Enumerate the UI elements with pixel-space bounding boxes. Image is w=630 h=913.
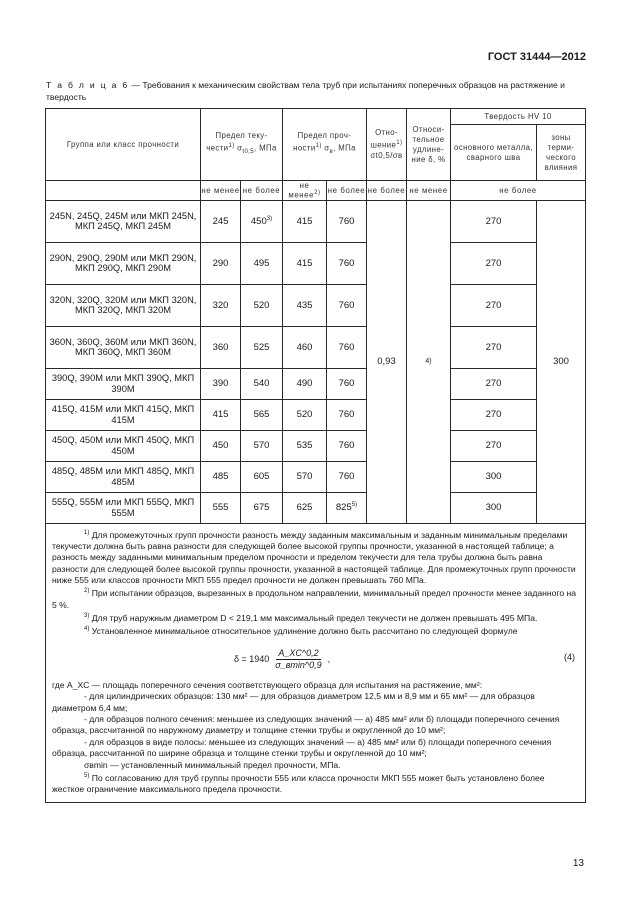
note-cyl: - для цилиндрических образцов: 130 мм² — для образцов диаметром 12,5 мм и 8,9 мм и 65 мм² — для образцов диаметром 6,4 мм; (52, 691, 535, 713)
subheader-yield-min: не менее (201, 181, 241, 201)
subheader-tensile-max: не более (327, 181, 367, 201)
table-row (46, 242, 586, 284)
cell-group: 245N, 245Q, 245M или МКП 245N, МКП 245Q, МКП 245M (46, 200, 201, 242)
table-row (46, 430, 586, 461)
header-hardness: Твердость HV 10 (451, 109, 586, 125)
cell-hardness-base: 270 (451, 326, 537, 368)
formula-number: (4) (564, 651, 576, 662)
cell-yield-min: 290 (201, 242, 241, 284)
cell-hardness-base: 300 (451, 492, 537, 523)
cell-group: 390Q, 390M или МКП 390Q, МКП 390M (46, 368, 201, 399)
cell-yield-max: 495 (241, 242, 283, 284)
cell-elongation: 4) (407, 200, 451, 523)
cell-tensile-max: 760 (327, 430, 367, 461)
header-elongation: Относи-тельное удлине-ние δ, % (407, 109, 451, 181)
table-title: — Требования к механическим свойствам тела труб при испытаниях поперечных образцов на растяжение и твердость (46, 80, 565, 102)
formula-lhs: δ = 1940 (234, 653, 270, 664)
cell-hardness-base: 270 (451, 399, 537, 430)
cell-tensile-min: 625 (283, 492, 327, 523)
subheader-elong-min: не менее (407, 181, 451, 201)
cell-group: 485Q, 485M или МКП 485Q, МКП 485M (46, 461, 201, 492)
note-strip: - для образцов в виде полосы: меньшее из следующих значений — а) 485 мм² или б) площади поперечного сечения образца, рассчитанной по ширине образца и толщине стенки трубы и округленной до 10 мм²; (52, 736, 552, 759)
cell-yield-max: 565 (241, 399, 283, 430)
cell-tensile-max: 760 (327, 242, 367, 284)
cell-group: 415Q, 415M или МКП 415Q, МКП 415M (46, 399, 201, 430)
note-full: - для образцов полного сечения: меньшее из следующих значений — а) 485 мм² или б) площади поперечного сечения образца, рассчитанной по наружному диаметру и толщине стенки трубы и округленной до 10 мм²; (52, 713, 560, 736)
cell-tensile-min: 490 (283, 368, 327, 399)
cell-yield-min: 360 (201, 326, 241, 368)
cell-yield-max: 525 (241, 326, 283, 368)
table-label: Т а б л и ц а 6 (46, 80, 129, 90)
subheader-ratio-max: не более (367, 181, 407, 201)
cell-group: 450Q, 450M или МКП 450Q, МКП 450M (46, 430, 201, 461)
cell-tensile-max: 760 (327, 326, 367, 368)
cell-tensile-min: 415 (283, 242, 327, 284)
cell-yield-max: 605 (241, 461, 283, 492)
subheader-tensile-min: не менее$^{2)}$ (283, 181, 327, 201)
cell-tensile-max: 825$^{5)}$ (327, 492, 367, 523)
header-ratio: Отно- шение$^{1)}$ σt0,5/σв (367, 109, 407, 181)
cell-tensile-max: 760 (327, 200, 367, 242)
cell-group: 555Q, 555M или МКП 555Q, МКП 555M (46, 492, 201, 523)
header-group: Группа или класс прочности (46, 109, 201, 181)
note-4: $^{4)}$ Установленное минимальное относительное удлинение должно быть рассчитано по следующей формуле (84, 626, 518, 637)
table-row (46, 368, 586, 399)
header-hardness-haz: зоны терми-ческого влияния (537, 125, 586, 181)
table-row (46, 326, 586, 368)
subheader-hardness-max: не более (451, 181, 586, 201)
cell-tensile-max: 760 (327, 461, 367, 492)
cell-hardness-base: 300 (451, 461, 537, 492)
cell-hardness-base: 270 (451, 242, 537, 284)
page-number: 13 (572, 858, 584, 869)
cell-hardness-haz: 300 (537, 200, 586, 523)
cell-hardness-base: 270 (451, 368, 537, 399)
table-row (46, 492, 586, 523)
cell-yield-min: 555 (201, 492, 241, 523)
cell-ratio: 0,93 (367, 200, 407, 523)
header-hardness-base: основного металла, сварного шва (451, 125, 537, 181)
header-tensile: Предел проч- ности$^{1)}$ $\sigma_в$, МПа (283, 109, 367, 181)
cell-yield-max: 540 (241, 368, 283, 399)
formula-numerator: A_XC^0,2 (276, 648, 320, 660)
cell-tensile-min: 520 (283, 399, 327, 430)
table-caption (46, 80, 584, 103)
table-row (46, 461, 586, 492)
cell-tensile-min: 570 (283, 461, 327, 492)
cell-group: 320N, 320Q, 320M или МКП 320N, МКП 320Q, МКП 320M (46, 284, 201, 326)
header-yield: Предел теку- чести$^{1)}$ $\sigma_{t0,5}$, МПа (201, 109, 283, 181)
formula-denominator: σ_вmin^0,9 (275, 660, 322, 671)
note-3: $^{3)}$ Для труб наружным диаметром D < 219,1 мм максимальный предел текучести не должен превышать 495 МПа. (84, 613, 538, 624)
cell-yield-min: 390 (201, 368, 241, 399)
cell-tensile-max: 760 (327, 368, 367, 399)
note-sigma: σвmin — установленный минимальный предел прочности, МПа. (84, 759, 341, 770)
cell-yield-max: 675 (241, 492, 283, 523)
cell-tensile-max: 760 (327, 399, 367, 430)
cell-tensile-max: 760 (327, 284, 367, 326)
cell-yield-min: 245 (201, 200, 241, 242)
document-code: ГОСТ 31444—2012 (487, 51, 586, 63)
cell-tensile-min: 415 (283, 200, 327, 242)
cell-group: 360N, 360Q, 360M или МКП 360N, МКП 360Q, МКП 360M (46, 326, 201, 368)
cell-hardness-base: 270 (451, 284, 537, 326)
cell-yield-max: 570 (241, 430, 283, 461)
cell-yield-min: 320 (201, 284, 241, 326)
note-where: где A_XC — площадь поперечного сечения соответствующего образца для испытания на растяжение, мм²: (52, 679, 483, 690)
mechanical-properties-table (45, 108, 586, 803)
note-1: $^{1)}$ Для промежуточных групп прочности разность между заданным максимальным и заданным минимальным пределами текучести должна быть равна разности для следующей более высокой группы прочности, указанной в настоящей таблице; а разность между заданными минимальным пределом прочности и пределом текучести для тела трубы должна быть равна разности для следующей более высокой группы прочности, указанной в настоящей таблице. Для промежуточных групп прочности ниже 555 или классов прочности МКП 555 предел прочности не должен превышать 760 МПа. (52, 529, 576, 586)
cell-yield-max: 450$^{3)}$ (241, 200, 283, 242)
note-2: $^{2)}$ При испытании образцов, вырезанных в продольном направлении, минимальный предел прочности менее заданного на 5 %. (52, 588, 577, 610)
subheader-yield-max: не более (241, 181, 283, 201)
formula-4: δ = 1940 $\frac{A\_XC\^{}0,2}{\sigma\_в\min\^{}0,9}$ , (4) (234, 647, 576, 671)
cell-tensile-min: 535 (283, 430, 327, 461)
table-row (46, 399, 586, 430)
cell-yield-max: 520 (241, 284, 283, 326)
cell-group: 290N, 290Q, 290M или МКП 290N, МКП 290Q, МКП 290M (46, 242, 201, 284)
cell-yield-min: 450 (201, 430, 241, 461)
cell-yield-min: 485 (201, 461, 241, 492)
cell-tensile-min: 435 (283, 284, 327, 326)
cell-hardness-base: 270 (451, 200, 537, 242)
cell-tensile-min: 460 (283, 326, 327, 368)
table-row (46, 284, 586, 326)
cell-hardness-base: 270 (451, 430, 537, 461)
table-notes (46, 523, 586, 802)
cell-yield-min: 415 (201, 399, 241, 430)
table-row (46, 200, 586, 242)
note-5: $^{5)}$ По согласованию для труб группы прочности 555 или класса прочности МКП 555 может быть установлено более жесткое ограничение максимального предела прочности. (52, 772, 545, 795)
